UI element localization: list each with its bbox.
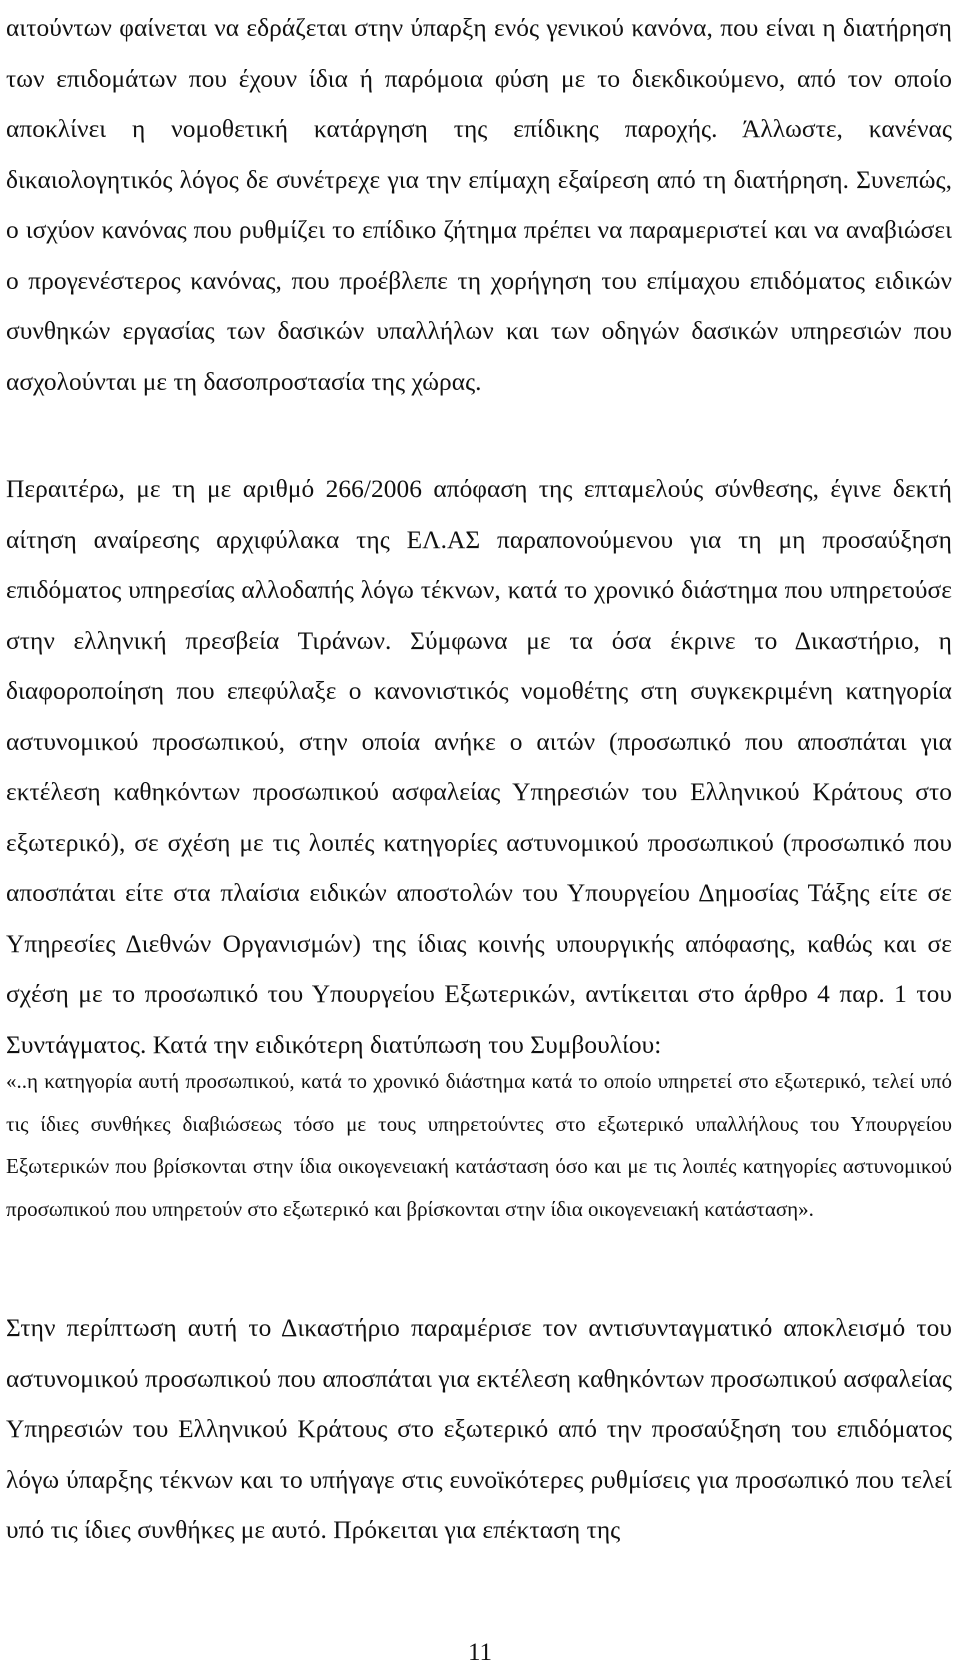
quotation-paragraph: «..η κατηγορία αυτή προσωπικού, κατά το χρονικό διάστημα κατά το οποίο υπηρετεί στο εξωτερικό, τελεί υπό τις ίδιες συνθήκες διαβιώσεως τόσο με τους υπηρετούντες στο εξωτερικό υπαλλήλους του Υπουργείου Εξωτερικών που βρίσκονται στην ίδια οικογενειακή κατάσταση όσο και με τις λοιπές κατηγορίες αστυνομικού προσωπικού που υπηρετούν στο εξωτερικό και βρίσκονται στην ίδια οικογενειακή κατάσταση». <box>6 1069 952 1221</box>
paragraph-1: αιτούντων φαίνεται να εδράζεται στην ύπαρξη ενός γενικού κανόνα, που είναι η διατήρηση των επιδομάτων που έχουν ίδια ή παρόμοια φύση με το διεκδικούμενο, από τον οποίο αποκλίνει η νομοθετική κατάργηση της επίδικης παροχής. Άλλωστε, κανένας δικαιολογητικός λόγος δε συνέτρεχε για την επίμαχη εξαίρεση από τη διατήρηση. Συνεπώς, ο ισχύον κανόνας που ρυθμίζει το επίδικο ζήτημα πρέπει να παραμεριστεί και να αναβιώσει ο προγενέστερος κανόνας, που προέβλεπε τη χορήγηση του επίμαχου επιδόματος ειδικών συνθηκών εργασίας των δασικών υπαλλήλων και των οδηγών δασικών υπηρεσιών που ασχολούνται με τη δασοπροστασία της χώρας. <box>6 14 952 396</box>
page-number: 11 <box>467 1639 493 1666</box>
paragraph-2: Περαιτέρω, με τη με αριθμό 266/2006 απόφαση της επταμελούς σύνθεσης, έγινε δεκτή αίτηση αναίρεσης αρχιφύλακα της ΕΛ.ΑΣ παραπονούμενου για τη μη προσαύξηση επιδόματος υπηρεσίας αλλοδαπής λόγω τέκνων, κατά το χρονικό διάστημα που υπηρετούσε στην ελληνική πρεσβεία Τιράνων. Σύμφωνα με τα όσα έκρινε το Δικαστήριο, η διαφοροποίηση που επεφύλαξε ο κανονιστικός νομοθέτης στη συγκεκριμένη κατηγορία αστυνομικού προσωπικού, στην οποία ανήκε ο αιτών (προσωπικό που αποσπάται για εκτέλεση καθηκόντων προσωπικού ασφαλείας Υπηρεσιών του Ελληνικού Κράτους στο εξωτερικό), σε σχέση με τις λοιπές κατηγορίες αστυνομικού προσωπικού (προσωπικό που αποσπάται είτε στα πλαίσια ειδικών αποστολών του Υπουργείου Δημοσίας Τάξης είτε σε Υπηρεσίες Διεθνών Οργανισμών) της ίδιας κοινής υπουργικής απόφασης, καθώς και σε σχέση με το προσωπικό του Υπουργείου Εξωτερικών, αντίκειται στο άρθρο 4 παρ. 1 του Συντάγματος. Κατά την ειδικότερη διατύπωση του Συμβουλίου: <box>6 475 952 1059</box>
paragraph-4: Στην περίπτωση αυτή το Δικαστήριο παραμέρισε τον αντισυνταγματικό αποκλεισμό του αστυνομικού προσωπικού που αποσπάται για εκτέλεση καθηκόντων προσωπικού ασφαλείας Υπηρεσιών του Ελληνικού Κράτους στο εξωτερικό από την προσαύξηση του επιδόματος λόγω ύπαρξης τέκνων και το υπήγαγε στις ευνοϊκότερες ρυθμίσεις για προσωπικό που τελεί υπό τις ίδιες συνθήκες με αυτό. Πρόκειται για επέκταση της <box>6 1314 952 1544</box>
